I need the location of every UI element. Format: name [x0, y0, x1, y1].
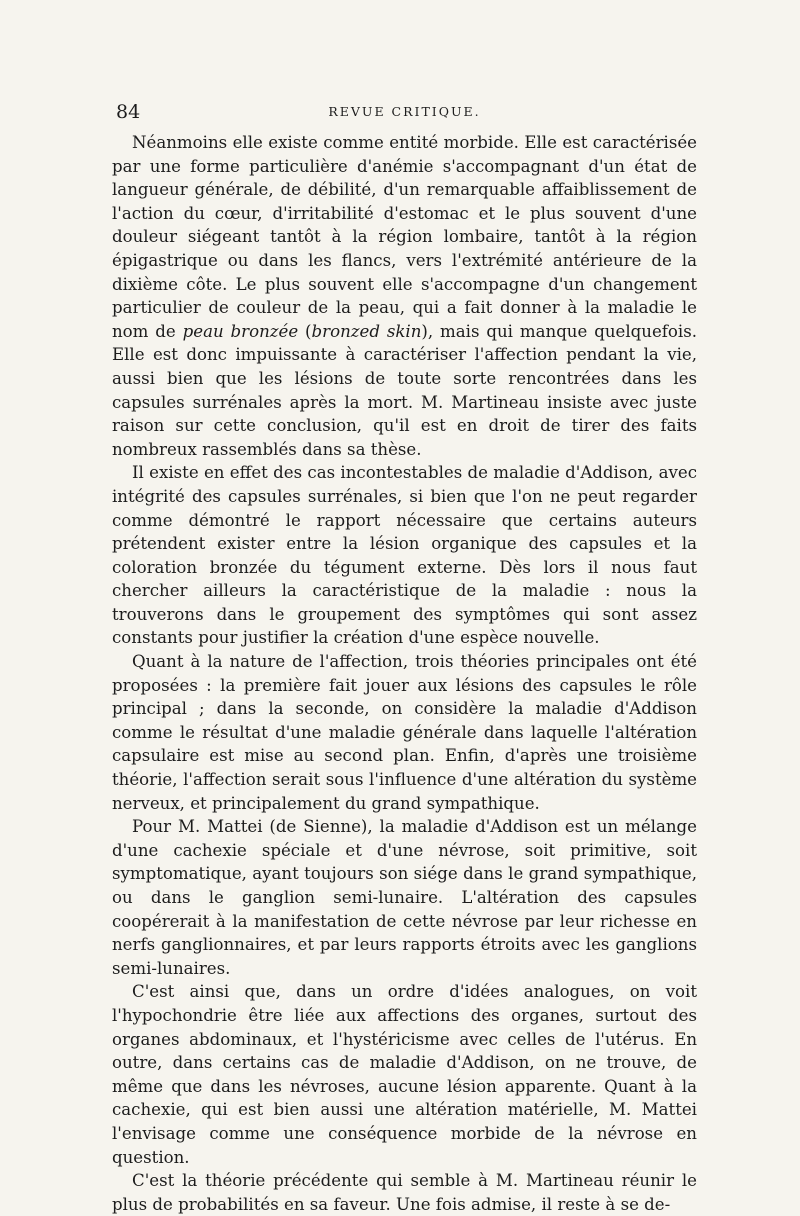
italic-term-peau-bronzee: peau bronzée	[182, 321, 299, 341]
body-text	[112, 131, 697, 1216]
paragraph-1-text-2: (	[298, 321, 312, 341]
italic-term-bronzed-skin: bronzed skin	[311, 321, 422, 341]
paragraph-2: Il existe en effet des cas incontestables de maladie d'Addison, avec intégrité des capsules surrénales, si bien que l'on ne peut regarder comme démontré le rapport nécessaire que certains auteurs prétendent exister entre la lésion organique des capsules et la coloration bronzée du tégument externe. Dès lors il nous faut chercher ailleurs la caractéristique de la maladie : nous la trouverons dans le groupement des symptômes qui sont assez constants pour justifier la création d'une espèce nouvelle.	[112, 463, 697, 648]
paragraph-1-text-3: ), mais qui manque quelquefois. Elle est donc impuissante à caractériser l'affection pendant la vie, aussi bien que les lésions de toute sorte rencontrées dans les capsules surrénales après la mort. M. Martineau insiste avec juste raison sur cette conclusion, qu'il est en droit de tirer des faits nombreux rassemblés dans sa thèse.	[112, 321, 697, 459]
page-number: 84	[116, 101, 141, 123]
paragraph-4: Pour M. Mattei (de Sienne), la maladie d'Addison est un mélange d'une cachexie spéciale et d'une névrose, soit primitive, soit symptomatique, ayant toujours son siége dans le grand sympathique, ou dans le ganglion semi-lunaire. L'altération des capsules coopérerait à la manifestation de cette névrose par leur richesse en nerfs ganglionnaires, et par leurs rapports étroits avec les ganglions semi-lunaires.	[112, 817, 697, 978]
paragraph-3: Quant à la nature de l'affection, trois théories principales ont été proposées : la première fait jouer aux lésions des capsules le rôle principal ; dans la seconde, on considère la maladie d'Addison comme le résultat d'une maladie générale dans laquelle l'altération capsulaire est mise au second plan. Enfin, d'après une troisième théorie, l'affection serait sous l'influence d'une altération du système nerveux, et principalement du grand sympathique.	[112, 652, 697, 813]
paragraph-1	[112, 131, 697, 461]
journal-title: REVUE CRITIQUE.	[328, 104, 481, 119]
paragraph-5: C'est ainsi que, dans un ordre d'idées analogues, on voit l'hypochondrie être liée aux affections des organes, surtout des organes abdominaux, et l'hystéricisme avec celles de l'utérus. En outre, dans certains cas de maladie d'Addison, on ne trouve, de même que dans les névroses, aucune lésion apparente. Quant à la cachexie, qui est bien aussi une altération matérielle, M. Mattei l'envisage comme une conséquence morbide de la névrose en question.	[112, 982, 697, 1167]
paragraph-1-text: Néanmoins elle existe comme entité morbide. Elle est caractérisée par une forme particulière d'anémie s'accompagnant d'un état de langueur générale, de débilité, d'un remarquable affaiblissement de l'action du cœur, d'irritabilité d'estomac et le plus souvent d'une douleur siégeant tantôt à la région lombaire, tantôt à la région épigastrique ou dans les flancs, vers l'extrémité antérieure de la dixième côte. Le plus souvent elle s'accompagne d'un changement particulier de couleur de la peau, qui a fait donner à la maladie le nom de	[112, 133, 697, 341]
paragraph-6: C'est la théorie précédente qui semble à M. Martineau réunir le plus de probabilités en sa faveur. Une fois admise, il reste à se de-	[112, 1171, 697, 1214]
running-head	[112, 100, 697, 124]
